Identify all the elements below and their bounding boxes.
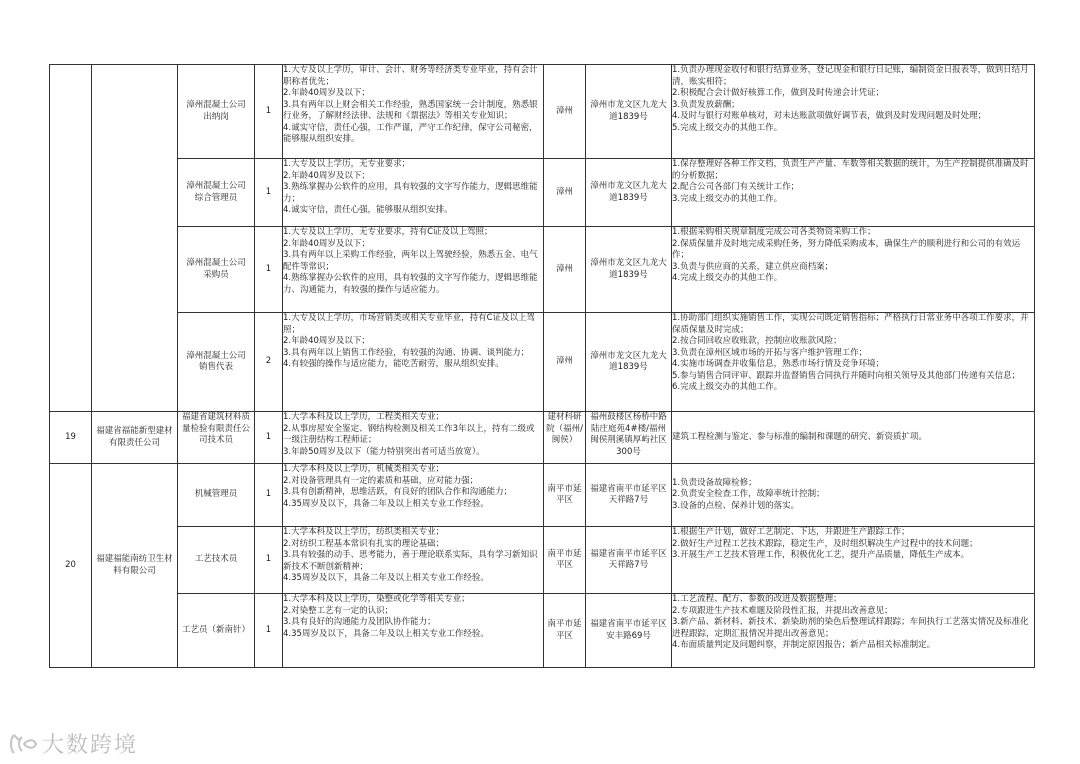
count-cell: 1 [255,464,283,527]
duty-item: 3.开展生产工艺技术管理工作，积极优化工艺，提升产品质量，降低生产成本。 [672,550,970,560]
requirement-item: 2.年龄40周岁及以下； [283,336,370,346]
duties-cell [672,594,1035,668]
requirement-item: 4.熟练掌握办公软件的应用，具有较强的文字写作能力，逻辑思维能力、沟通能力，有较强的操作与适应能力。 [283,273,538,295]
requirement-item: 1.大学本科及以上学历，工程类相关专业； [283,412,445,422]
address-cell [586,594,672,668]
location-cell: 漳州 [544,159,586,227]
address-text: 福建省南平市延平区天祥路7号 [590,483,667,505]
count-cell: 1 [255,65,283,159]
requirement-item: 2.年龄40周岁及以下； [283,88,370,98]
requirement-item: 1.大专及以上学历，无专业要求，持有C证及以上驾照； [283,227,493,237]
address-cell [586,464,672,527]
location-cell [544,412,586,464]
requirement-item: 3.具有创新精神，思维活跃，有良好的团队合作和沟通能力； [283,487,513,497]
address-text: 福州鼓楼区杨桥中路陆庄庭苑4#楼/福州闽侯荆溪镇厚屿社区300号 [590,412,667,457]
address-text: 漳州市龙文区九龙大道1839号 [590,258,667,280]
duty-item: 2.积极配合会计做好核算工作，做到及时传递会计凭证； [672,88,885,98]
table-row [50,464,1035,527]
requirement-item: 4.诚实守信，责任心强，工作严谨，严守工作纪律，保守公司秘密，能够服从组织安排。 [283,122,538,144]
duties-cell [672,313,1035,412]
requirement-item: 1.大学本科及以上学历，机械类相关专业； [283,464,445,474]
duties-cell [672,159,1035,227]
duty-item: 2.做好生产过程工艺技术跟踪，稳定生产，及时组织解决生产过程中的技术问题； [672,538,978,549]
company-cell [92,65,178,412]
job-table [49,64,1035,668]
duties-cell [672,65,1035,159]
requirement-item: 2.从事房屋安全鉴定、钢结构检测及相关工作3年以上，持有二级或一级注册结构工程师证； [283,423,535,445]
duty-item: 3.负责发放薪酬； [672,99,740,110]
duties-cell [672,227,1035,313]
requirements-cell [283,159,544,227]
requirement-item: 4.诚实守信，责任心强，能够服从组织安排。 [283,205,453,215]
requirement-item: 4.有较强的操作与适应能力，能吃苦耐劳，服从组织安排。 [283,359,504,369]
seq-cell: 19 [50,412,92,464]
duty-item: 2.专项跟进生产技术难题及阶段性汇报，并提出改善意见； [672,605,893,616]
requirement-item: 3.具有良好的沟通能力及团队协作能力； [283,617,436,627]
requirements-cell [283,65,544,159]
requirement-item: 3.年龄50周岁及以下（能力特别突出者可适当放宽）。 [283,446,485,457]
duty-item: 4.完成上级交办的其他工作。 [672,273,783,283]
address-text: 福建省南平市延平区天祥路7号 [590,548,667,570]
location-cell: 漳州 [544,313,586,412]
position-cell [178,594,255,668]
requirements-cell [283,227,544,313]
company-text: 福建福能南纺卫生材料有限公司 [96,554,173,576]
count-cell: 1 [255,412,283,464]
address-cell [586,159,672,227]
requirement-item: 2.对设备管理具有一定的素质和基础，应对能力强； [283,475,479,486]
requirement-item: 2.对染整工艺有一定的认识； [283,605,394,616]
duty-item: 3.设备的点检、保养计划的落实。 [672,500,800,511]
requirement-item: 3.熟练掌握办公软件的应用，具有较强的文字写作能力，逻辑思维能力； [283,182,538,204]
count-cell: 2 [255,313,283,412]
duty-item: 1.负责办理现金收付和银行结算业务，登记现金和银行日记账，编制资金日报表等，做到日结月清，账实相符； [672,65,1029,87]
position-cell [178,313,255,412]
duty-item: 3.新产品、新材料、新技术、新染助剂的染色后整理试样跟踪；车间执行工艺落实情况及标准化进程跟踪，定期汇报情况并提出改善意见； [672,617,1029,639]
position-text: 福建省建筑材料质量检验有限责任公司技术员 [182,412,251,445]
requirement-item: 3.具有两年以上采购工作经验，两年以上驾驶经验，熟悉五金、电气配件等常识； [283,250,538,272]
table-row [50,227,1035,313]
location-cell: 南平市延平区 [544,527,586,594]
position-cell [178,464,255,527]
duty-item: 5.完成上级交办的其他工作。 [672,122,783,133]
table-row [50,412,1035,464]
requirements-cell [283,313,544,412]
requirement-item: 2.年龄40周岁及以下； [283,238,370,249]
requirement-item: 1.大专及以上学历，市场营销类或相关专业毕业，持有C证及以上驾照； [283,313,536,335]
position-cell [178,527,255,594]
duty-item: 1.保存整理好各种工作文档，负责生产产量、车数等相关数据的统计，为生产控制提供准确及时的分析数据； [672,159,1029,181]
duties-cell [672,527,1035,594]
seq-cell [50,65,92,412]
location-cell: 漳州 [544,65,586,159]
location-text: 建材科研院（福州/闽侯） [546,412,583,445]
company-text: 福建省福能新型建材有限责任公司 [96,426,173,448]
requirement-item: 4.35周岁及以下，具备二年及以上相关专业工作经验。 [283,573,489,583]
duty-item: 2.负责安全检查工作，故障率统计控制； [672,489,825,500]
position-text: 漳州混凝土公司采购员 [186,258,246,280]
company-cell [92,464,178,668]
table-row [50,594,1035,668]
table-row [50,65,1035,159]
position-text: 漳州混凝土公司出纳岗 [186,100,246,122]
duty-item: 建筑工程检测与鉴定、参与标准的编制和课题的研究、新资质扩项。 [672,431,928,442]
requirements-cell [283,464,544,527]
seq-cell: 20 [50,464,92,668]
duty-item: 5.参与销售合同评审、跟踪并监督销售合同执行并随时向相关领导及其他部门传递有关信息； [672,370,1021,381]
address-cell [586,527,672,594]
duty-item: 1.根据采购相关规章制度完成公司各类物资采购工作； [672,227,876,237]
requirement-item: 2.对纺织工程基本常识有扎实的理论基础； [283,538,445,549]
duty-item: 2.配合公司各部门有关统计工作； [672,182,800,192]
address-text: 福建省南平市延平区安丰路69号 [590,619,667,641]
duty-item: 2.按合同回收应收账款，控制应收账款风险； [672,336,842,346]
requirement-item: 4.35周岁及以下，具备二年及以上相关专业工作经验。 [283,498,489,509]
requirement-item: 1.大专及以上学历，审计、会计、财务等经济类专业毕业，持有会计职称者优先； [283,65,538,87]
requirements-cell [283,527,544,594]
count-cell: 1 [255,227,283,313]
duty-item: 3.负责在漳州区域市场的开拓与客户维护管理工作； [672,347,868,358]
watermark-text: 大数跨境 [42,733,139,758]
position-text: 工艺员（新南针） [182,624,251,635]
duty-item: 4.及时与银行对账单核对，对未达账款项做好调节表，做到及时发现问题及时处理； [672,111,987,121]
address-cell [586,412,672,464]
location-cell: 南平市延平区 [544,594,586,668]
requirements-cell [283,412,544,464]
requirement-item: 1.大专及以上学历，无专业要求； [283,159,411,169]
requirement-item: 2.年龄40周岁及以下； [283,170,370,181]
brand-logo-icon [8,731,38,757]
position-cell [178,227,255,313]
requirement-item: 3.具有两年以上销售工作经验，有较强的沟通、协调、谈判能力； [283,347,530,358]
count-cell: 1 [255,159,283,227]
duty-item: 1.负责设备故障检修； [672,477,757,488]
position-cell [178,65,255,159]
requirement-item: 3.具有两年以上财会相关工作经验，熟悉国家统一会计制度，熟悉银行业务，了解财经法律、法规和《票据法》等相关专业知识； [283,99,538,121]
duty-item: 4.实施市场调查并收集信息，熟悉市场行情及竞争环境； [672,359,885,369]
requirement-item: 1.大学本科及以上学历，纺织类相关专业； [283,527,445,537]
location-cell: 南平市延平区 [544,464,586,527]
duties-cell [672,464,1035,527]
duty-item: 1.根据生产计划，做好工艺制定、下达，并跟进生产跟踪工作； [672,527,910,537]
address-text: 漳州市龙文区九龙大道1839号 [590,181,667,203]
address-cell [586,65,672,159]
duty-item: 2.保质保量并及时地完成采购任务，努力降低采购成本，确保生产的顺利进行和公司的有效运作； [672,238,1021,260]
position-text: 漳州混凝土公司综合管理员 [186,181,246,203]
requirement-item: 3.具有较强的动手、思考能力，善于理论联系实际，具有学习新知识新技术不断创新精神； [283,550,538,572]
address-cell [586,313,672,412]
count-cell: 1 [255,527,283,594]
duty-item: 1.协助部门组织实施销售工作，实现公司既定销售指标；严格执行日常业务中各项工作要求，并保质保量及时完成； [672,313,1029,335]
watermark [8,728,138,759]
duty-item: 3.负责与供应商的关系，建立供应商档案； [672,261,834,272]
requirements-cell [283,594,544,668]
duties-cell [672,412,1035,464]
requirement-item: 4.35周岁及以下，具备二年及以上相关专业工作经验。 [283,628,489,639]
address-cell [586,227,672,313]
position-text: 机械管理员 [194,489,238,500]
duty-item: 1.工艺流程、配方、参数的改进及数据整理； [672,594,842,604]
duty-item: 6.完成上级交办的其他工作。 [672,382,783,392]
table-row [50,159,1035,227]
table-row [50,313,1035,412]
location-cell: 漳州 [544,227,586,313]
requirement-item: 1.大学本科及以上学历，染整或化学等相关专业； [283,594,470,604]
address-text: 漳州市龙文区九龙大道1839号 [590,100,667,122]
duty-item: 3.完成上级交办的其他工作。 [672,193,783,204]
position-cell [178,412,255,464]
count-cell: 1 [255,594,283,668]
position-text: 漳州混凝土公司销售代表 [186,350,246,372]
company-cell [92,412,178,464]
position-cell [178,159,255,227]
position-text: 工艺技术员 [194,554,238,565]
duty-item: 4.布面质量判定及问题纠察，并制定原因报告；新产品相关标准制定。 [672,640,936,650]
address-text: 漳州市龙文区九龙大道1839号 [590,350,667,372]
table-row [50,527,1035,594]
